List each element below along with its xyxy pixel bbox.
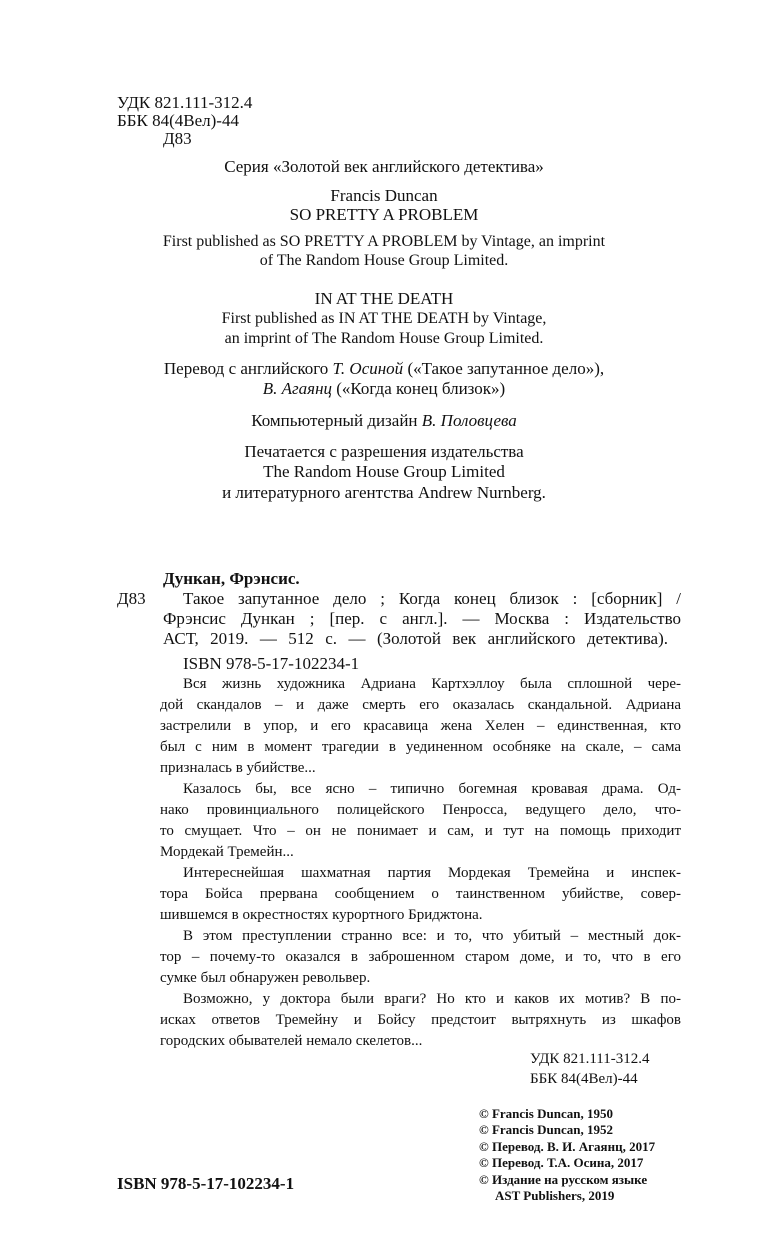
catalog-line-2: Фрэнсис Дункан ; [пер. с англ.]. — Москва : Издательство [163,609,681,628]
first-published-1a: First published as SO PRETTY A PROBLEM by Vintage, an imprint [162,233,606,250]
copyright-line: © Издание на русском языке [479,1172,648,1187]
annotation-line: исках ответов Тремейну и Бойсу предстоит вытряхнуть из шкафов [160,1012,681,1028]
annotation-line: Вся жизнь художника Адриана Картхэллоу была сплошной чере- [183,676,681,692]
first-published-1b: of The Random House Group Limited. [259,252,509,269]
annotation-line: застрелили в упор, и его красавица жена Хелен – единственная, кто [160,718,681,734]
permission-line-2: The Random House Group Limited [263,462,505,481]
first-published-2a: First published as IN AT THE DEATH by Vintage, [221,310,547,327]
copyright-line: AST Publishers, 2019 [495,1188,615,1203]
translator-1: Т. Осиной [332,359,404,378]
udk-bottom: УДК 821.111-312.4 [530,1051,650,1067]
catalog-isbn: ISBN 978-5-17-102234-1 [183,654,360,673]
bbk-bottom: ББК 84(4Вел)-44 [530,1071,638,1087]
catalog-line-3: АСТ, 2019. — 512 с. — (Золотой век английского детектива). [163,629,668,648]
translation-line-1: Перевод с английского Т. Осиной («Такое запутанное дело»), [163,359,605,378]
author-code: Д83 [163,129,192,148]
udk-code: УДК 821.111-312.4 [117,93,253,112]
annotation-line: Мордекай Тремейн... [160,844,294,860]
annotation-line: то смущает. Что – он не понимает и сам, и тут на помощь приходит [160,823,681,839]
annotation-line: городских обывателей немало скелетов... [160,1033,423,1049]
annotation-line: призналась в убийстве... [160,760,316,776]
annotation-line: тора Бойса прервана сообщением о таинственном убийстве, совер- [160,886,681,902]
original-title-2: IN AT THE DEATH [314,289,454,308]
annotation-line: тор – почему-то оказался в заброшенном старом доме, и то, что в его [160,949,681,965]
catalog-line-1: Такое запутанное дело ; Когда конец близок : [сборник] / [183,589,681,608]
translator-2: В. Агаянц [262,379,333,398]
copyright-line: © Перевод. В. И. Агаянц, 2017 [479,1139,656,1154]
series-title: Серия «Золотой век английского детектива» [224,157,544,176]
annotation-line: Интереснейшая шахматная партия Мордекая Тремейна и инспек- [183,865,681,881]
copyright-line: © Francis Duncan, 1952 [479,1122,613,1137]
permission-line-3: и литературного агентства Andrew Nurnberg. [222,483,546,502]
catalog-heading: Дункан, Фрэнсис. [163,569,300,588]
annotation-line: шившемся в окрестностях курортного Бриджтона. [160,907,483,923]
translation-line-2: В. Агаянц («Когда конец близок») [262,379,506,398]
isbn-bottom: ISBN 978-5-17-102234-1 [117,1174,295,1193]
design-credit: Компьютерный дизайн В. Половцева [251,411,517,430]
copyright-line: © Перевод. Т.А. Осина, 2017 [479,1155,644,1170]
annotation-line: дой скандалов – и даже смерть его оказалась скандальной. Адриана [160,697,681,713]
annotation-line: Казалось бы, все ясно – типично богемная кровавая драма. Од- [183,781,681,797]
original-title-1: SO PRETTY A PROBLEM [289,205,479,224]
annotation-line: В этом преступлении странно все: и то, что убитый – местный док- [183,928,681,944]
copyright-line: © Francis Duncan, 1950 [479,1106,613,1121]
designer-name: В. Половцева [421,411,517,430]
annotation-line: нако провинциального полицейского Пенросса, ведущего дело, что- [160,802,681,818]
annotation-line: сумке был обнаружен револьвер. [160,970,371,986]
bbk-code: ББК 84(4Вел)-44 [117,111,239,130]
annotation-line: был с ним в момент трагедии в уединенном особняке на скале, – сама [160,739,681,755]
annotation-line: Возможно, у доктора были враги? Но кто и каков их мотив? В по- [183,991,681,1007]
permission-line-1: Печатается с разрешения издательства [244,442,524,461]
original-author: Francis Duncan [330,186,438,205]
catalog-code: Д83 [117,589,146,608]
first-published-2b: an imprint of The Random House Group Limited. [224,330,544,347]
